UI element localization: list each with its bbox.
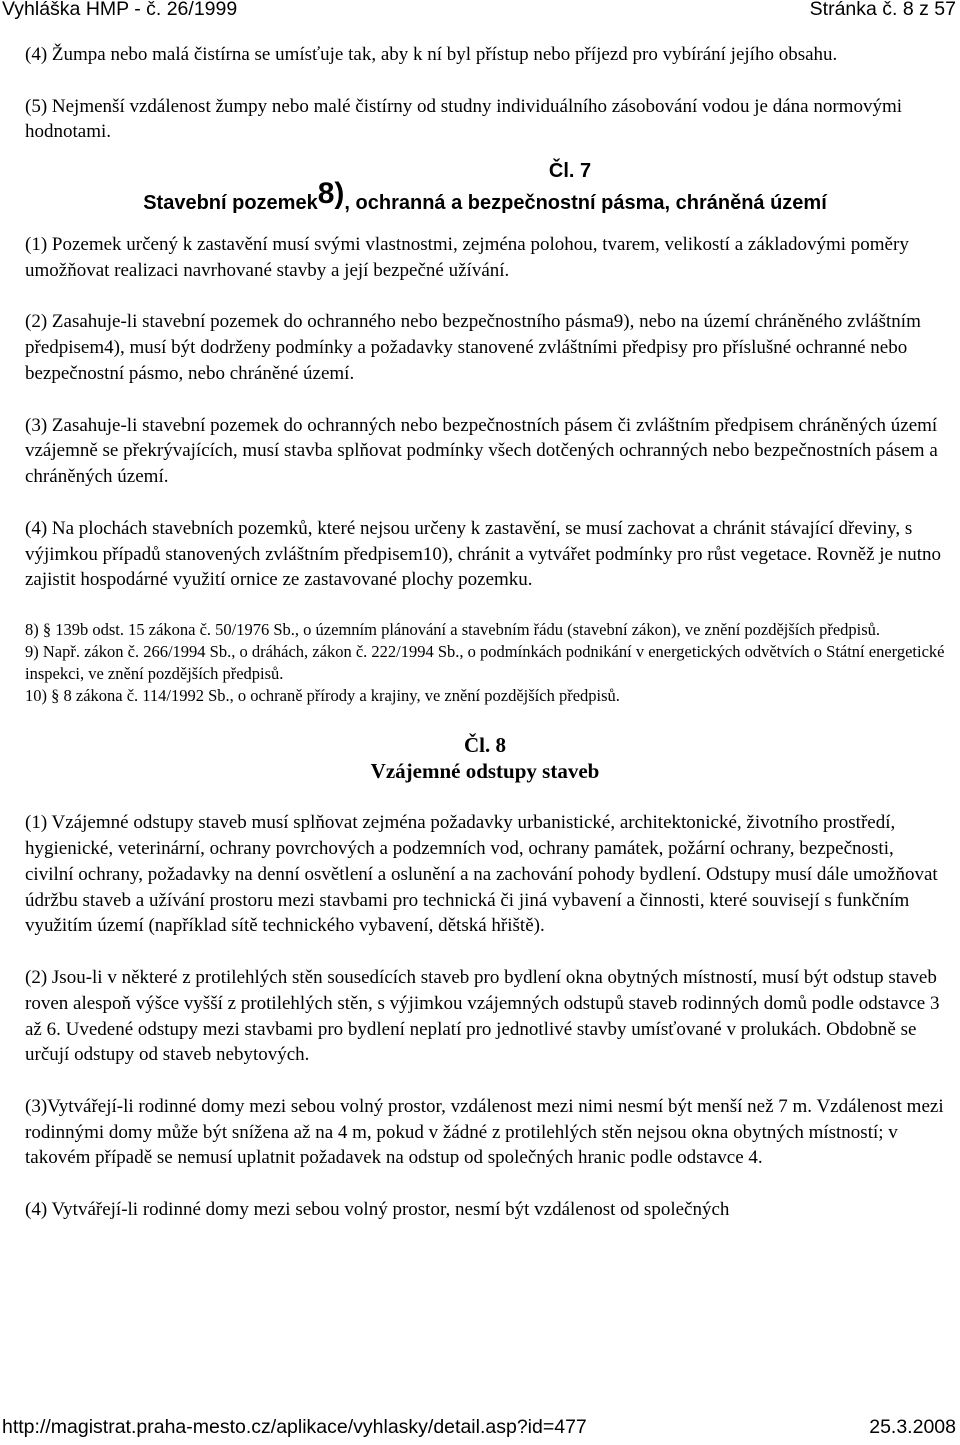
article-7-paragraph-4: (4) Na plochách stavebních pozemků, které nejsou určeny k zastavění, se musí zachovat a chránit stávající dřeviny, s výjimkou případů stanovených zvláštním předpisem10), chránit a vytvářet podmínky pro růst vegetace. Rovněž je nutno zajistit hospodárné využití ornice ze zastavované plochy pozemku. xyxy=(25,517,941,591)
page-footer xyxy=(2,1416,956,1439)
document-title: Vyhláška HMP - č. 26/1999 xyxy=(2,0,238,20)
footnote-10: 10) § 8 zákona č. 114/1992 Sb., o ochraně přírody a krajiny, ve znění pozdějších předpisů. xyxy=(25,685,620,705)
footnote-9: 9) Např. zákon č. 266/1994 Sb., o dráhách, zákon č. 222/1994 Sb., o podmínkách podnikání v energetických odvětvích o Státní energetické inspekci, ve znění pozdějších předpisů. xyxy=(25,641,945,683)
article-7-paragraph-2: (2) Zasahuje-li stavební pozemek do ochranného nebo bezpečnostního pásma9), nebo na území chráněného zvláštním předpisem4), musí být dodrženy podmínky a požadavky stanovené zvláštními předpisy pro příslušné ochranné nebo bezpečnostní pásmo, nebo chráněné území. xyxy=(25,311,921,384)
footnote-ref-8: 8) xyxy=(317,176,345,210)
article-7-title-end: , ochranná a bezpečnostní pásma, chráněná území xyxy=(344,191,827,214)
article-8-paragraph-4: (4) Vytvářejí-li rodinné domy mezi sebou volný prostor, nesmí být vzdálenost od společných xyxy=(25,1199,730,1221)
source-url: http://magistrat.praha-mesto.cz/aplikace/vyhlasky/detail.asp?id=477 xyxy=(2,1416,587,1438)
document-body xyxy=(25,42,945,1223)
footnotes xyxy=(25,619,945,707)
article-7-title xyxy=(25,176,945,218)
article-7-paragraph-3: (3) Zasahuje-li stavební pozemek do ochranných nebo bezpečnostních pásem či zvláštním předpisem chráněných území vzájemně se překrývajících, musí stavba splňovat podmínky všech dotčených ochranných nebo bezpečnostních pásem a chráněných území. xyxy=(25,414,938,488)
page-number: Stránka č. 8 z 57 xyxy=(809,0,956,20)
article-8-number: Čl. 8 xyxy=(464,732,506,757)
article-8-paragraph-1: (1) Vzájemné odstupy staveb musí splňovat zejména požadavky urbanistické, architektonické, životního prostředí, hygienické, veterinární, ochrany povrchových a podzemních vod, ochrany památek, požární ochrany, bezpečnosti, civilní ochrany, požadavky na denní osvětlení a oslunění a na zachování pohody bydlení. Odstupy musí dále umožňovat údržbu staveb a užívání prostoru mezi stavbami pro technická či jiná vybavení a činnosti, které souvisejí s funkčním využitím území (například sítě technického vybavení, dětská hřiště). xyxy=(25,812,938,937)
article-7-number: Čl. 7 xyxy=(548,160,592,183)
page-header xyxy=(2,0,956,21)
footnote-8: 8) § 139b odst. 15 zákona č. 50/1976 Sb., o územním plánování a stavebním řádu (stavební zákon), ve znění pozdějších předpisů. xyxy=(25,619,881,639)
paragraph-5-vzdalenost: (5) Nejmenší vzdálenost žumpy nebo malé čistírny od studny individuálního zásobování vodou je dána normovými hodnotami. xyxy=(25,95,902,143)
article-7-paragraph-1: (1) Pozemek určený k zastavění musí svými vlastnostmi, zejména polohou, tvarem, velikostí a základovými poměry umožňovat realizaci navrhované stavby a její bezpečné užívání. xyxy=(25,233,909,281)
article-8-title: Vzájemné odstupy staveb xyxy=(370,758,600,783)
paragraph-4-zumpa: (4) Žumpa nebo malá čistírna se umísťuje tak, aby k ní byl přístup nebo příjezd pro vybírání jejího obsahu. xyxy=(25,44,838,65)
article-8-paragraph-3: (3)Vytvářejí-li rodinné domy mezi sebou volný prostor, vzdálenost mezi nimi nesmí být menší než 7 m. Vzdálenost mezi rodinnými domy může být snížena až na 4 m, pokud v žádné z protilehlých stěn nejsou okna obytných místností; v takovém případě se nemusí uplatnit požadavek na odstup od společných hranic podle odstavce 4. xyxy=(25,1095,944,1169)
article-7-title-start: Stavební pozemek xyxy=(143,191,318,214)
print-date: 25.3.2008 xyxy=(869,1416,956,1438)
article-8-paragraph-2: (2) Jsou-li v některé z protilehlých stěn sousedících staveb pro bydlení okna obytných místností, musí být odstup staveb roven alespoň výšce vyšší z protilehlých stěn, s výjimkou vzájemných odstupů staveb rodinných domů podle odstavce 3 až 6. Uvedené odstupy mezi stavbami pro bydlení neplatí pro jednotlivé stavby umísťované v prolukách. Obdobně se určují odstupy od staveb nebytových. xyxy=(25,966,940,1066)
